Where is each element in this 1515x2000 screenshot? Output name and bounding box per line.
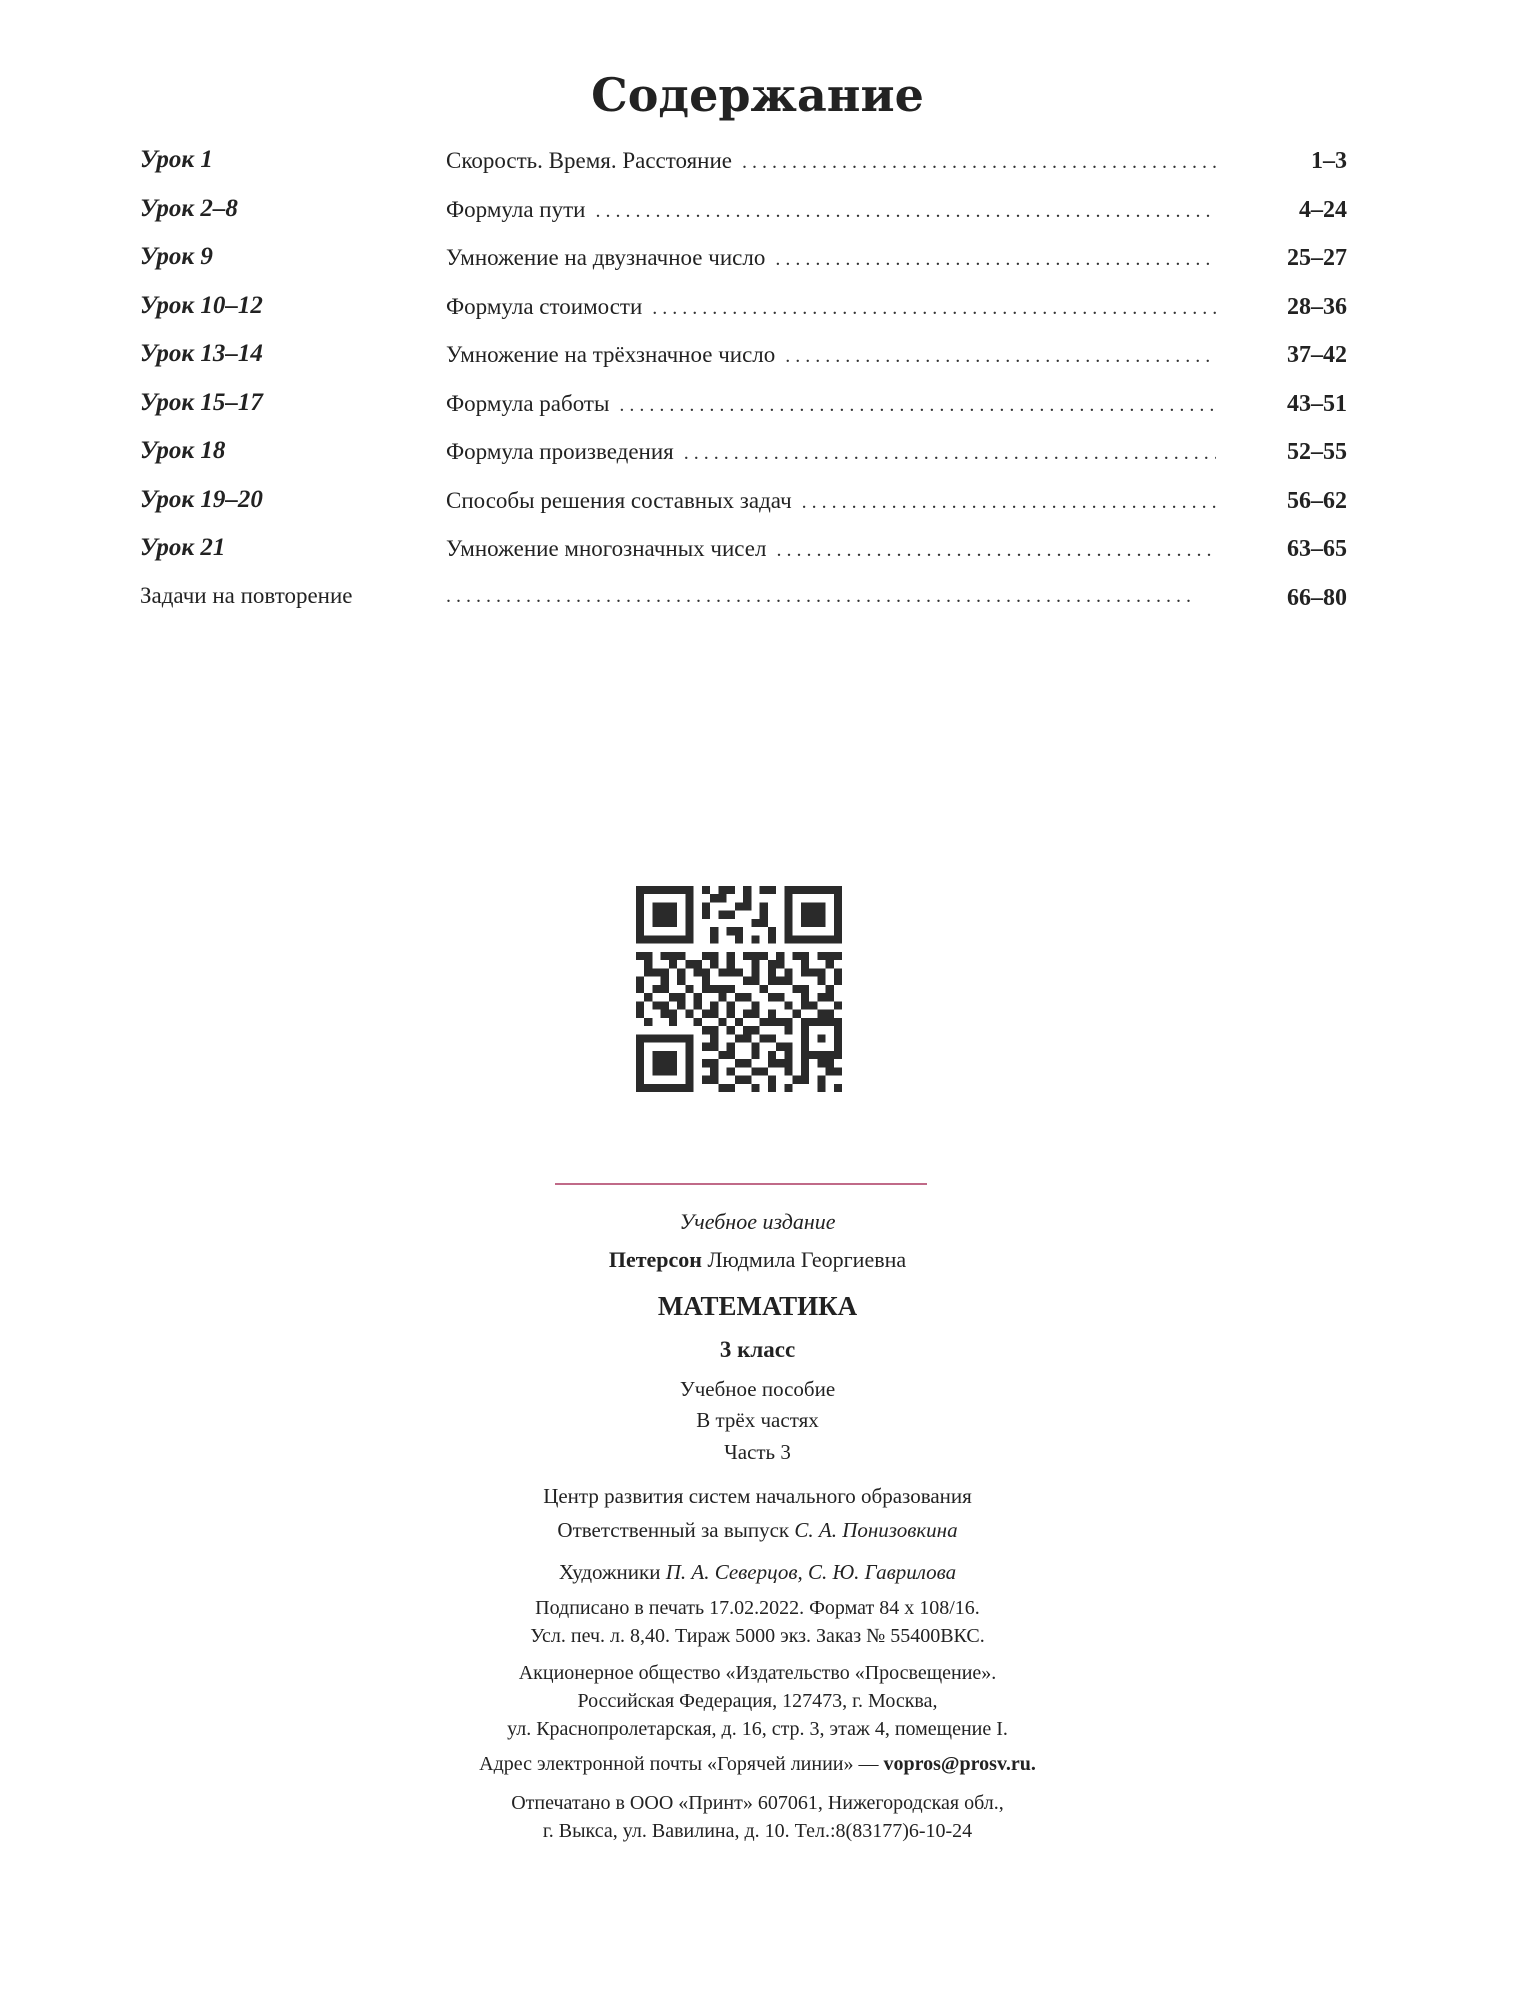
author-line <box>0 1247 1515 1273</box>
email-label: Адрес электронной почты «Горячей линии» — <box>479 1753 879 1775</box>
toc-topic: Умножение на трёхзначное число . . . <box>446 342 1216 368</box>
artists-label: Художники <box>558 1560 661 1584</box>
toc-row[interactable] <box>0 286 1515 335</box>
toc-lesson: Урок 19–20 <box>140 485 263 513</box>
publisher-line-1: Акционерное общество «Издательство «Просвещение». <box>518 1662 997 1684</box>
printer-line-2: г. Выкса, ул. Вавилина, д. 10. Тел.:8(83177)6-10-24 <box>542 1820 973 1842</box>
toc-lesson: Урок 15–17 <box>140 388 263 416</box>
book-kind: Учебное пособие <box>679 1377 836 1401</box>
responsible-label: Ответственный за выпуск <box>557 1518 790 1542</box>
toc-topic: Способы решения составных задач . . . <box>446 488 1216 514</box>
toc-topic: Формула пути . . . <box>446 197 1216 223</box>
toc-topic: Умножение на двузначное число . . . <box>446 245 1216 271</box>
publisher-line-3: ул. Краснопролетарская, д. 16, стр. 3, этаж 4, помещение I. <box>507 1718 1008 1740</box>
artists-names: П. А. Северцов, С. Ю. Гаврилова <box>665 1560 957 1584</box>
toc-pages: 63–65 <box>1287 536 1347 562</box>
toc-review-label: Задачи на повторение <box>140 582 353 608</box>
toc-pages: 52–55 <box>1287 439 1347 465</box>
printer-line-1: Отпечатано в ООО «Принт» 607061, Нижегородская обл., <box>511 1792 1004 1814</box>
toc-row[interactable] <box>0 480 1515 529</box>
toc-pages: 4–24 <box>1299 196 1347 223</box>
toc-topic: Скорость. Время. Расстояние . . . <box>446 148 1216 174</box>
parts: В трёх частях <box>696 1408 819 1432</box>
toc-row[interactable] <box>0 528 1515 577</box>
toc-pages: 28–36 <box>1287 293 1347 320</box>
toc-pages: 1–3 <box>1311 148 1347 174</box>
toc-row[interactable] <box>0 383 1515 432</box>
toc-lesson: Урок 1 <box>140 146 213 173</box>
publisher-line-2: Российская Федерация, 127473, г. Москва, <box>577 1690 938 1712</box>
artists-line <box>0 1560 1515 1585</box>
toc-pages: 66–80 <box>1287 584 1347 611</box>
table-of-contents <box>0 140 1515 625</box>
toc-row[interactable] <box>0 431 1515 480</box>
toc-topic: Умножение многозначных чисел . . . <box>446 536 1216 562</box>
toc-lesson: Урок 10–12 <box>140 291 263 319</box>
toc-pages: 25–27 <box>1287 245 1347 271</box>
center: Центр развития систем начального образования <box>543 1484 972 1508</box>
toc-leader-dots <box>446 585 1216 608</box>
email-line <box>0 1753 1515 1776</box>
toc-lesson: Урок 2–8 <box>140 194 238 222</box>
toc-row-review[interactable] <box>0 577 1515 626</box>
toc-pages: 37–42 <box>1287 342 1347 368</box>
responsible-line <box>0 1518 1515 1543</box>
toc-pages: 43–51 <box>1287 390 1347 417</box>
page-title: Содержание <box>591 68 924 122</box>
toc-topic: Формула произведения . . . <box>446 439 1216 465</box>
author-surname: Петерсон <box>608 1247 702 1272</box>
responsible-name: С. А. Понизовкина <box>794 1518 958 1542</box>
toc-lesson: Урок 18 <box>140 437 226 464</box>
print-line-1: Подписано в печать 17.02.2022. Формат 84 x 108/16. <box>535 1597 980 1619</box>
toc-lesson: Урок 13–14 <box>140 340 263 367</box>
grade: 3 класс <box>719 1337 796 1362</box>
author-name: Людмила Георгиевна <box>707 1247 907 1272</box>
qr-code-icon <box>636 886 842 1092</box>
toc-lesson: Урок 9 <box>140 243 213 270</box>
toc-pages: 56–62 <box>1287 487 1347 514</box>
email-address[interactable]: vopros@prosv.ru. <box>883 1753 1036 1775</box>
toc-topic: Формула стоимости . . . <box>446 294 1216 320</box>
toc-row[interactable] <box>0 334 1515 383</box>
divider-line <box>555 1183 927 1185</box>
toc-row[interactable] <box>0 237 1515 286</box>
toc-row[interactable] <box>0 140 1515 189</box>
toc-lesson: Урок 21 <box>140 534 226 561</box>
toc-topic: Формула работы . . . <box>446 391 1216 417</box>
toc-row[interactable] <box>0 189 1515 238</box>
book-title: МАТЕМАТИКА <box>657 1291 858 1321</box>
print-line-2: Усл. печ. л. 8,40. Тираж 5000 экз. Заказ № 55400ВКС. <box>530 1625 985 1647</box>
part: Часть 3 <box>724 1440 791 1464</box>
edition-type: Учебное издание <box>679 1209 836 1234</box>
